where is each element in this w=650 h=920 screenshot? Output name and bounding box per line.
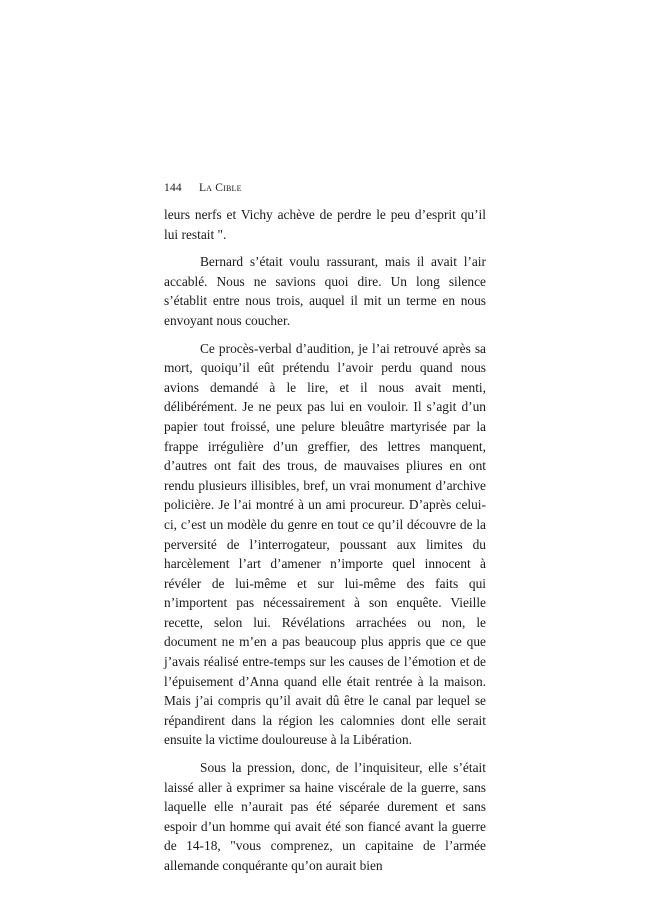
paragraph: Sous la pression, donc, de l’inquisiteur, elle s’était laissé aller à exprimer sa haine viscérale de la guerre, sans laquelle elle n’aurait pas été séparée durement et sans espoir d’un homme qui avait été son fiancé avant la guerre de 14-18, "vous comprenez, un capitaine de l’armée allemande conquérante qu’on aurait bien [164,760,486,873]
paragraph: Ce procès-verbal d’audition, je l’ai retrouvé après sa mort, quoiqu’il eût prétendu l’avoir perdu quand nous avions demandé à le lire, et il nous avait menti, délibérément. Je ne peux pas lui en vouloir. Il s’agit d’un papier tout froissé, une pelure bleuâtre martyrisée par la frappe irrégulière d’un greffier, des lettres manquent, d’autres ont fait des trous, de mauvaises pliures en ont rendu plusieurs illisibles, bref, un vrai monument d’archive policière. Je l’ai montré à un ami procureur. D’après celui-ci, c’est un modèle du genre en tout ce qu’il découvre de la perversité de l’interrogateur, poussant aux limites du harcèlement l’art d’amener n’importe quel innocent à révéler de lui-même et sur lui-même des faits qui n’importent pas nécessairement à son enquête. Vieille recette, selon lui. Révélations arrachées ou non, le document ne m’en a pas beaucoup plus appris que ce que j’avais réalisé entre-temps sur les causes de l’émotion et de l’épuisement d’Anna quand elle était rentrée à la maison. Mais j’ai compris qu’il avait dû être le canal par lequel se répandirent dans la région les calomnies dont elle serait ensuite la victime douloureuse à la Libération. [164,340,486,748]
running-head [164,182,242,194]
page-number: 144 [164,182,182,194]
paragraph-continued: leurs nerfs et Vichy achève de perdre le peu d’esprit qu’il lui restait ". [164,207,486,242]
body-text [164,205,486,884]
book-title: La Cible [198,182,242,194]
paragraph: Bernard s’était voulu rassurant, mais il avait l’air accablé. Nous ne savions quoi dire. Un long silence s’établit entre nous trois, auquel il mit un terme en nous envoyant nous coucher. [164,254,486,328]
